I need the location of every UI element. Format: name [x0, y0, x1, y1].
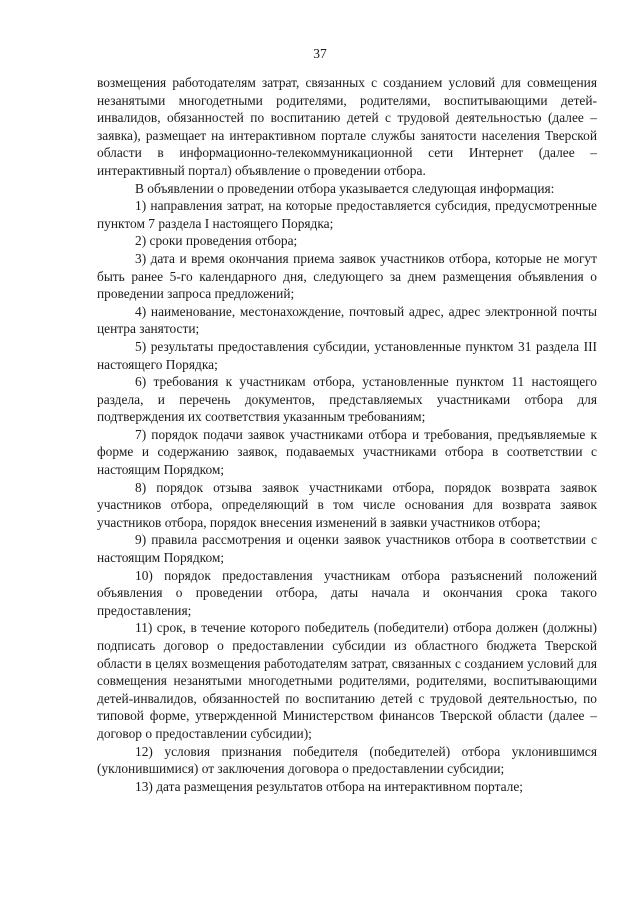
list-item-12: 12) условия признания победителя (победителей) отбора уклонившимся (уклонившимися) от заключения договора о предоставлении субсидии;	[97, 743, 597, 777]
list-item-13: 13) дата размещения результатов отбора на интерактивном портале;	[135, 778, 523, 794]
list-item-10: 10) порядок предоставления участникам отбора разъяснений положений объявления о проведении отбора, даты начала и окончания срока такого предоставления;	[97, 567, 597, 618]
list-item-2: 2) сроки проведения отбора;	[135, 233, 298, 249]
list-item-3: 3) дата и время окончания приема заявок участников отбора, которые не могут быть ранее 5-го календарного дня, следующего за днем размещения объявления о проведении запроса предложений;	[97, 250, 597, 302]
list-item-9: 9) правила рассмотрения и оценки заявок участников отбора в соответствии с настоящим Порядком;	[97, 532, 597, 566]
document-body	[97, 74, 597, 795]
list-item-1: 1) направления затрат, на которые предоставляется субсидия, предусмотренные пунктом 7 раздела I настоящего Порядка;	[97, 198, 597, 231]
page-number: 37	[313, 46, 327, 61]
paragraph-continuation: возмещения работодателям затрат, связанных с созданием условий для совмещения незанятыми многодетными родителями, родителями, воспитывающими детей-инвалидов, обязанностей по воспитанию детей с трудовой деятельностью (далее – заявка), размещает на интерактивном портале службы занятости населения Тверской области в информационно-телекоммуникационной сети Интернет (далее – интерактивный портал) объявление о проведении отбора.	[97, 75, 597, 178]
list-item-5: 5) результаты предоставления субсидии, установленные пунктом 31 раздела III настоящего Порядка;	[97, 338, 597, 372]
list-item-6: 6) требования к участникам отбора, установленные пунктом 11 настоящего раздела, и перечень документов, представляемых участниками отбора для подтверждения их соответствия указанным требованиям;	[97, 374, 597, 425]
list-item-7: 7) порядок подачи заявок участниками отбора и требования, предъявляемые к форме и содержанию заявок, подаваемых участниками отбора в соответствии с настоящим Порядком;	[97, 426, 597, 478]
paragraph-announcement-intro: В объявлении о проведении отбора указывается следующая информация:	[135, 180, 555, 196]
list-item-8: 8) порядок отзыва заявок участниками отбора, порядок возврата заявок участников отбора, определяющий в том числе основания для возврата заявок участников отбора, порядок внесения изменений в заявки участников отбора;	[97, 479, 597, 530]
list-item-4: 4) наименование, местонахождение, почтовый адрес, адрес электронной почты центра занятости;	[97, 303, 597, 337]
list-item-11: 11) срок, в течение которого победитель (победители) отбора должен (должны) подписать договор о предоставлении субсидии из областного бюджета Тверской области в целях возмещения работодателям затрат, связанных с созданием условий для совмещения незанятыми многодетными родителями, родителями, воспитывающими детей-инвалидов, обязанностей по воспитанию детей с трудовой деятельностью, по типовой форме, утвержденной Министерством финансов Тверской области (далее – договор о предоставлении субсидии);	[97, 620, 597, 741]
